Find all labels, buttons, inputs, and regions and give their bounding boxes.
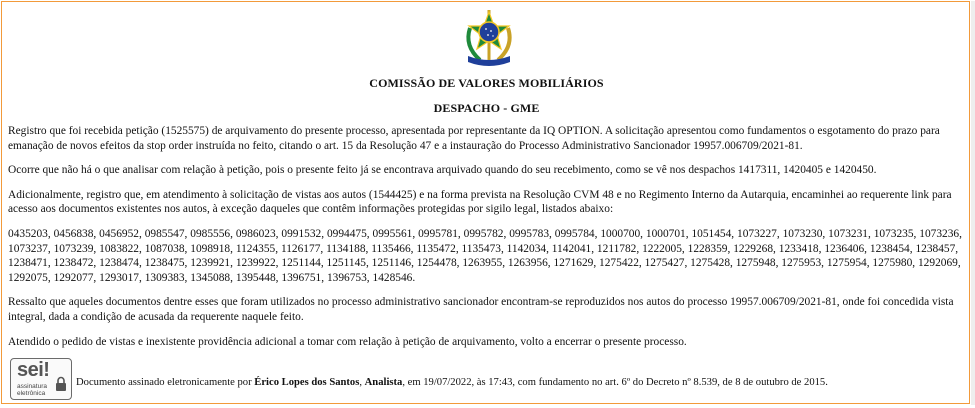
document-title: DESPACHO - GME	[433, 101, 540, 115]
sei-logo-word: sei!	[17, 359, 50, 381]
document-body	[8, 124, 963, 359]
signature-block	[10, 358, 960, 402]
paragraph-access: Adicionalmente, registro que, em atendimento à solicitação de vistas aos autos (1544425) e na forma prevista na Resolução CVM 48 e no Regimento Interno da Autarquia, encaminhei ao requerente link para acesso aos documentos existentes nos autos, à exceção daqueles que contêm informações protegidas por sigilo legal, listados abaixo:	[8, 188, 952, 216]
organization-title: COMISSÃO DE VALORES MOBILIÁRIOS	[369, 76, 604, 90]
paragraph-reproduced: Ressalto que aqueles documentos dentre esses que foram utilizados no processo administrativo sancionador encontram-se reproduzidos nos autos do processo 19957.006709/2021-81, onde foi concedida vista integral, dada a condição de acusada da requerente naquele feito.	[8, 296, 954, 323]
document-frame	[1, 1, 970, 404]
signature-role-separator: ,	[359, 377, 365, 388]
signer-role: Analista	[364, 377, 403, 388]
sei-logo-subtitle: assinatura eletrônica	[17, 383, 47, 397]
lock-icon	[55, 376, 67, 392]
brazil-coat-of-arms-icon	[460, 8, 518, 68]
vertical-scrollbar[interactable]	[971, 1, 975, 405]
signature-suffix: , em 19/07/2022, às 17:43, com fundamento no art. 6º do Decreto nº 8.539, de 8 de outubro de 2015.	[402, 377, 828, 388]
signature-prefix: Documento assinado eletronicamente por	[76, 377, 255, 388]
paragraph-document-list: 0435203, 0456838, 0456952, 0985547, 0985556, 0986023, 0991532, 0994475, 0995561, 0995781, 0995782, 0995783, 0995784, 1000700, 1000701, 1051454, 1073227, 1073230, 1073231, 1073235, 1073236, 1073237, 1073239, 1083822, 1087038, 1098918, 1124355, 1126177, 1134188, 1135466, 1135472, 1135473, 1142034, 1142041, 1211782, 1222005, 1228359, 1229268, 1233418, 1236406, 1238454, 1238457, 1238471, 1238472, 1238474, 1238475, 1239921, 1239922, 1251144, 1251145, 1251146, 1254478, 1263955, 1263956, 1271629, 1275422, 1275427, 1275428, 1275948, 1275953, 1275954, 1275980, 1292069, 1292075, 1292077, 1293017, 1309383, 1345088, 1395448, 1396751, 1396753, 1428546.	[8, 227, 962, 284]
signer-name: Érico Lopes dos Santos	[254, 377, 360, 388]
sei-logo[interactable]	[10, 358, 72, 400]
paragraph-petition: Registro que foi recebida petição (1525575) de arquivamento do presente processo, apresentada por representante da IQ OPTION. A solicitação apresentou como fundamentos o esgotamento do prazo para emanação de novos efeitos da stop order instruída no feito, citando o art. 15 da Resolução 47 e a instauração do Processo Administrativo Sancionador 19957.006709/2021-81.	[8, 125, 940, 152]
signature-text	[76, 377, 828, 388]
paragraph-archived: Ocorre que não há o que analisar com relação à petição, pois o presente feito já se encontrava arquivado quando do seu recebimento, como se vê nos despachos 1417311, 1420405 e 1420450.	[8, 164, 877, 177]
paragraph-closing: Atendido o pedido de vistas e inexistente providência adicional a tomar com relação à petição de arquivamento, volto a encerrar o presente processo.	[8, 335, 687, 348]
